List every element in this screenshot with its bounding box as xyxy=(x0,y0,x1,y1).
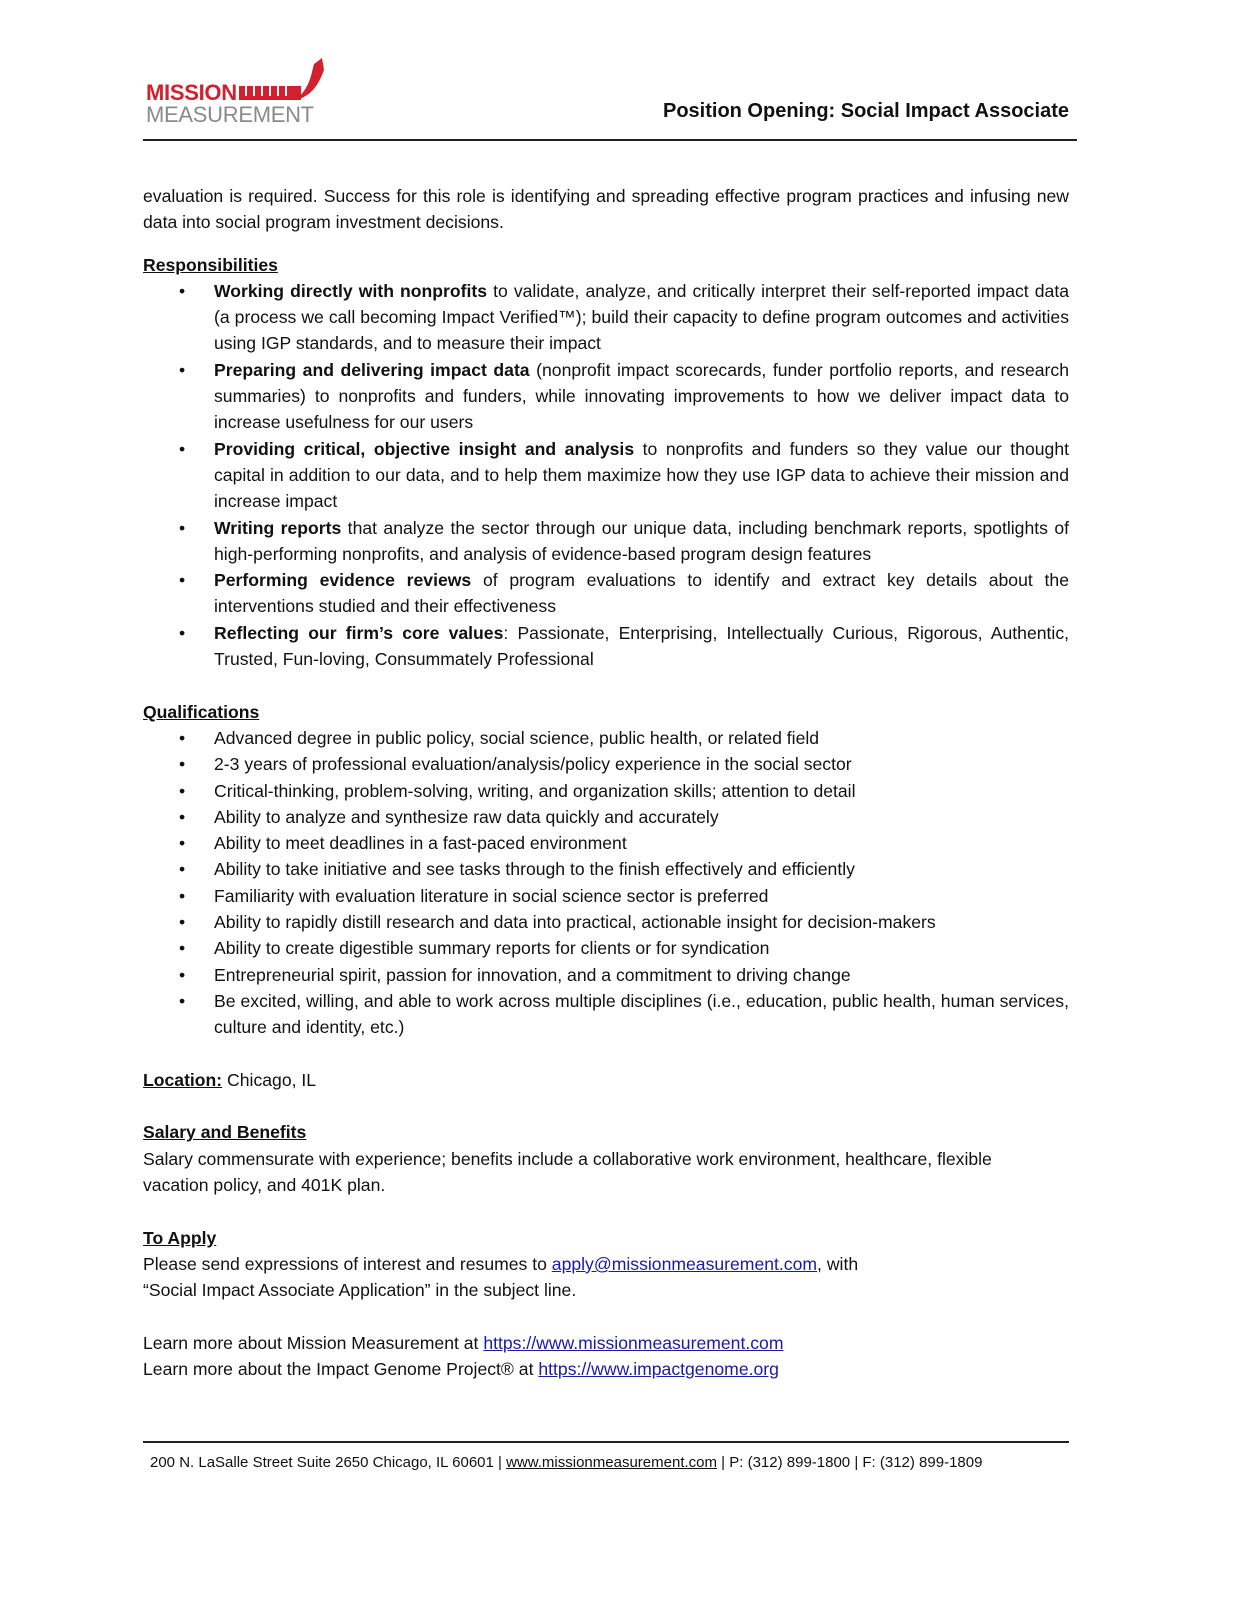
responsibilities-list xyxy=(143,278,1069,672)
footer-phones: | P: (312) 899-1800 | F: (312) 899-1809 xyxy=(717,1454,983,1471)
qualification-text: Critical-thinking, problem-solving, writing, and organization skills; attention to detail xyxy=(214,780,856,801)
learn-more-text: Learn more about Mission Measurement at xyxy=(143,1332,484,1353)
bullet-icon: • xyxy=(179,964,186,985)
learn-more-mm xyxy=(143,1330,1069,1356)
header-divider xyxy=(143,139,1077,141)
apply-subject-line: “Social Impact Associate Application” in the subject line. xyxy=(143,1280,577,1301)
responsibility-text: : Passionate, Enterprising, Intellectually Curious, Rigorous, Authentic, Trusted, Fun-loving, Consummately Professional xyxy=(214,622,1070,670)
salary-text: Salary commensurate with experience; benefits include a collaborative work environment, healthcare, flexible vacation policy, and 401K plan. xyxy=(143,1148,992,1195)
bullet-icon: • xyxy=(179,833,186,854)
responsibilities-heading: Responsibilities xyxy=(143,254,278,275)
qualifications-heading: Qualifications xyxy=(143,701,260,722)
qualification-text: Entrepreneurial spirit, passion for innovation, and a commitment to driving change xyxy=(214,964,851,985)
qualification-text: Familiarity with evaluation literature in social science sector is preferred xyxy=(214,885,769,906)
bullet-icon: • xyxy=(179,990,186,1011)
location-line xyxy=(143,1067,1069,1093)
qualification-item xyxy=(143,725,1069,751)
responsibility-item xyxy=(143,620,1069,673)
qualification-item xyxy=(143,778,1069,804)
learn-more-text: Learn more about the Impact Genome Project® at xyxy=(143,1359,539,1380)
responsibility-text: to nonprofits and funders so they value our thought capital in addition to our data, and to help them maximize how they use IGP data to achieve their mission and increase impact xyxy=(214,438,1069,512)
responsibility-item xyxy=(143,278,1069,357)
qualification-text: Ability to meet deadlines in a fast-paced environment xyxy=(214,833,627,854)
qualification-item xyxy=(143,751,1069,777)
responsibility-lead: Working directly with nonprofits xyxy=(214,280,488,301)
bullet-icon: • xyxy=(179,727,186,748)
responsibility-text: of program evaluations to identify and extract key details about the interventions studied and their effectiveness xyxy=(214,570,1069,617)
bullet-icon: • xyxy=(179,859,186,880)
responsibility-text: that analyze the sector through our unique data, including benchmark reports, spotlights of high-performing nonprofits, and analysis of evidence-based program design features xyxy=(214,517,1069,564)
apply-heading: To Apply xyxy=(143,1227,217,1248)
responsibility-item xyxy=(143,515,1069,568)
responsibility-lead: Preparing and delivering impact data xyxy=(214,359,530,380)
qualification-item xyxy=(143,883,1069,909)
responsibility-lead: Reflecting our firm’s core values xyxy=(214,622,504,643)
responsibility-item xyxy=(143,567,1069,620)
qualification-text: Ability to take initiative and see tasks through to the finish effectively and efficiently xyxy=(214,859,855,880)
apply-email-link[interactable]: apply@missionmeasurement.com xyxy=(551,1253,818,1274)
bullet-icon: • xyxy=(179,938,186,959)
location-value: Chicago, IL xyxy=(222,1069,317,1090)
qualification-text: Advanced degree in public policy, social science, public health, or related field xyxy=(214,727,820,748)
responsibility-text: to validate, analyze, and critically interpret their self-reported impact data (a process we call becoming Impact Verified™); build their capacity to define program outcomes and activities using IGP standards, and to measure their impact xyxy=(214,280,1070,354)
qualification-item xyxy=(143,856,1069,882)
page-title: Position Opening: Social Impact Associate xyxy=(662,100,1069,122)
footer-address: 200 N. LaSalle Street Suite 2650 Chicago, IL 60601 | xyxy=(150,1454,507,1471)
footer-divider xyxy=(143,1441,1069,1443)
qualification-item xyxy=(143,935,1069,961)
bullet-icon: • xyxy=(179,806,186,827)
qualification-item xyxy=(143,804,1069,830)
qualification-text: 2-3 years of professional evaluation/analysis/policy experience in the social sector xyxy=(214,754,852,775)
impact-genome-link[interactable]: https://www.impactgenome.org xyxy=(538,1359,779,1380)
footer-website-link[interactable]: www.missionmeasurement.com xyxy=(506,1454,717,1471)
qualifications-list xyxy=(143,725,1069,1041)
bullet-icon: • xyxy=(179,438,186,459)
bullet-icon: • xyxy=(179,280,186,301)
responsibility-text: (nonprofit impact scorecards, funder portfolio reports, and research summaries) to nonprofits and funders, while innovating improvements to how we deliver impact data to increase usefulness for our users xyxy=(214,359,1069,433)
salary-heading: Salary and Benefits xyxy=(143,1122,307,1143)
responsibility-item xyxy=(143,357,1069,436)
location-label: Location: xyxy=(143,1069,223,1090)
logo-text-mission: MISSION xyxy=(146,80,237,105)
responsibility-lead: Writing reports xyxy=(214,517,342,538)
responsibility-item xyxy=(143,436,1069,515)
qualification-text: Ability to create digestible summary reports for clients or for syndication xyxy=(214,938,770,959)
document-body xyxy=(143,183,1069,1382)
qualification-item xyxy=(143,988,1069,1041)
bullet-icon: • xyxy=(179,754,186,775)
footer xyxy=(150,1454,982,1471)
apply-post: , with xyxy=(817,1253,859,1274)
qualification-text: Ability to rapidly distill research and data into practical, actionable insight for decision-makers xyxy=(214,912,936,933)
company-logo xyxy=(146,56,326,128)
bullet-icon: • xyxy=(179,359,186,380)
bullet-icon: • xyxy=(179,517,186,538)
qualification-text: Ability to analyze and synthesize raw data quickly and accurately xyxy=(214,806,719,827)
bullet-icon: • xyxy=(179,885,186,906)
intro-paragraph: evaluation is required. Success for this role is identifying and spreading effective program practices and infusing new data into social program investment decisions. xyxy=(143,186,1069,233)
qualification-item xyxy=(143,830,1069,856)
bullet-icon: • xyxy=(179,622,186,643)
responsibility-lead: Performing evidence reviews xyxy=(214,570,472,591)
apply-text xyxy=(143,1251,1069,1304)
qualification-text: Be excited, willing, and able to work across multiple disciplines (i.e., education, public health, human services, culture and identity, etc.) xyxy=(214,990,1069,1038)
qualification-item xyxy=(143,909,1069,935)
bullet-icon: • xyxy=(179,780,186,801)
bullet-icon: • xyxy=(179,570,186,591)
responsibility-lead: Providing critical, objective insight and analysis xyxy=(214,438,635,459)
logo-text-measurement: MEASUREMENT xyxy=(146,102,314,127)
bullet-icon: • xyxy=(179,912,186,933)
mission-measurement-link[interactable]: https://www.missionmeasurement.com xyxy=(483,1332,784,1353)
qualification-item xyxy=(143,962,1069,988)
apply-pre: Please send expressions of interest and resumes to xyxy=(143,1253,552,1274)
learn-more-igp xyxy=(143,1356,1069,1382)
